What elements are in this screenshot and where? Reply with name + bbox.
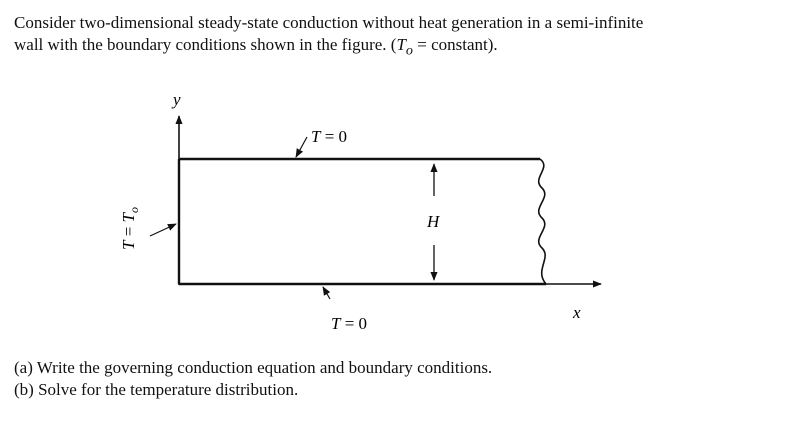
part-a: (a) Write the governing conduction equation and boundary conditions. xyxy=(14,358,493,377)
top-bc-label: T = 0 xyxy=(311,127,348,146)
height-label: H xyxy=(427,212,440,231)
bottom-bc-arrow xyxy=(323,287,330,299)
question-parts xyxy=(14,357,784,401)
wall-semi-infinite-boundary xyxy=(539,159,546,284)
svg-text:T = To: $T = T_o$ xyxy=(119,206,141,250)
bottom-bc-label: T = 0 xyxy=(331,314,368,333)
x-axis-label: x xyxy=(573,303,581,322)
left-bc-arrow xyxy=(150,224,176,236)
problem-line-2-prefix: wall with the boundary conditions shown in the figure. ( xyxy=(14,35,397,54)
problem-T-subscript: o xyxy=(405,42,413,59)
left-bc-label xyxy=(119,207,141,250)
problem-line-1: Consider two-dimensional steady-state conduction without heat generation in a semi-infinite xyxy=(14,13,644,32)
problem-line-2-suffix: = constant). xyxy=(412,35,498,54)
y-axis-label: y xyxy=(173,90,181,109)
problem-T-symbol: T xyxy=(396,35,406,54)
top-bc-arrow xyxy=(296,137,307,157)
part-b: (b) Solve for the temperature distribution. xyxy=(14,380,299,399)
